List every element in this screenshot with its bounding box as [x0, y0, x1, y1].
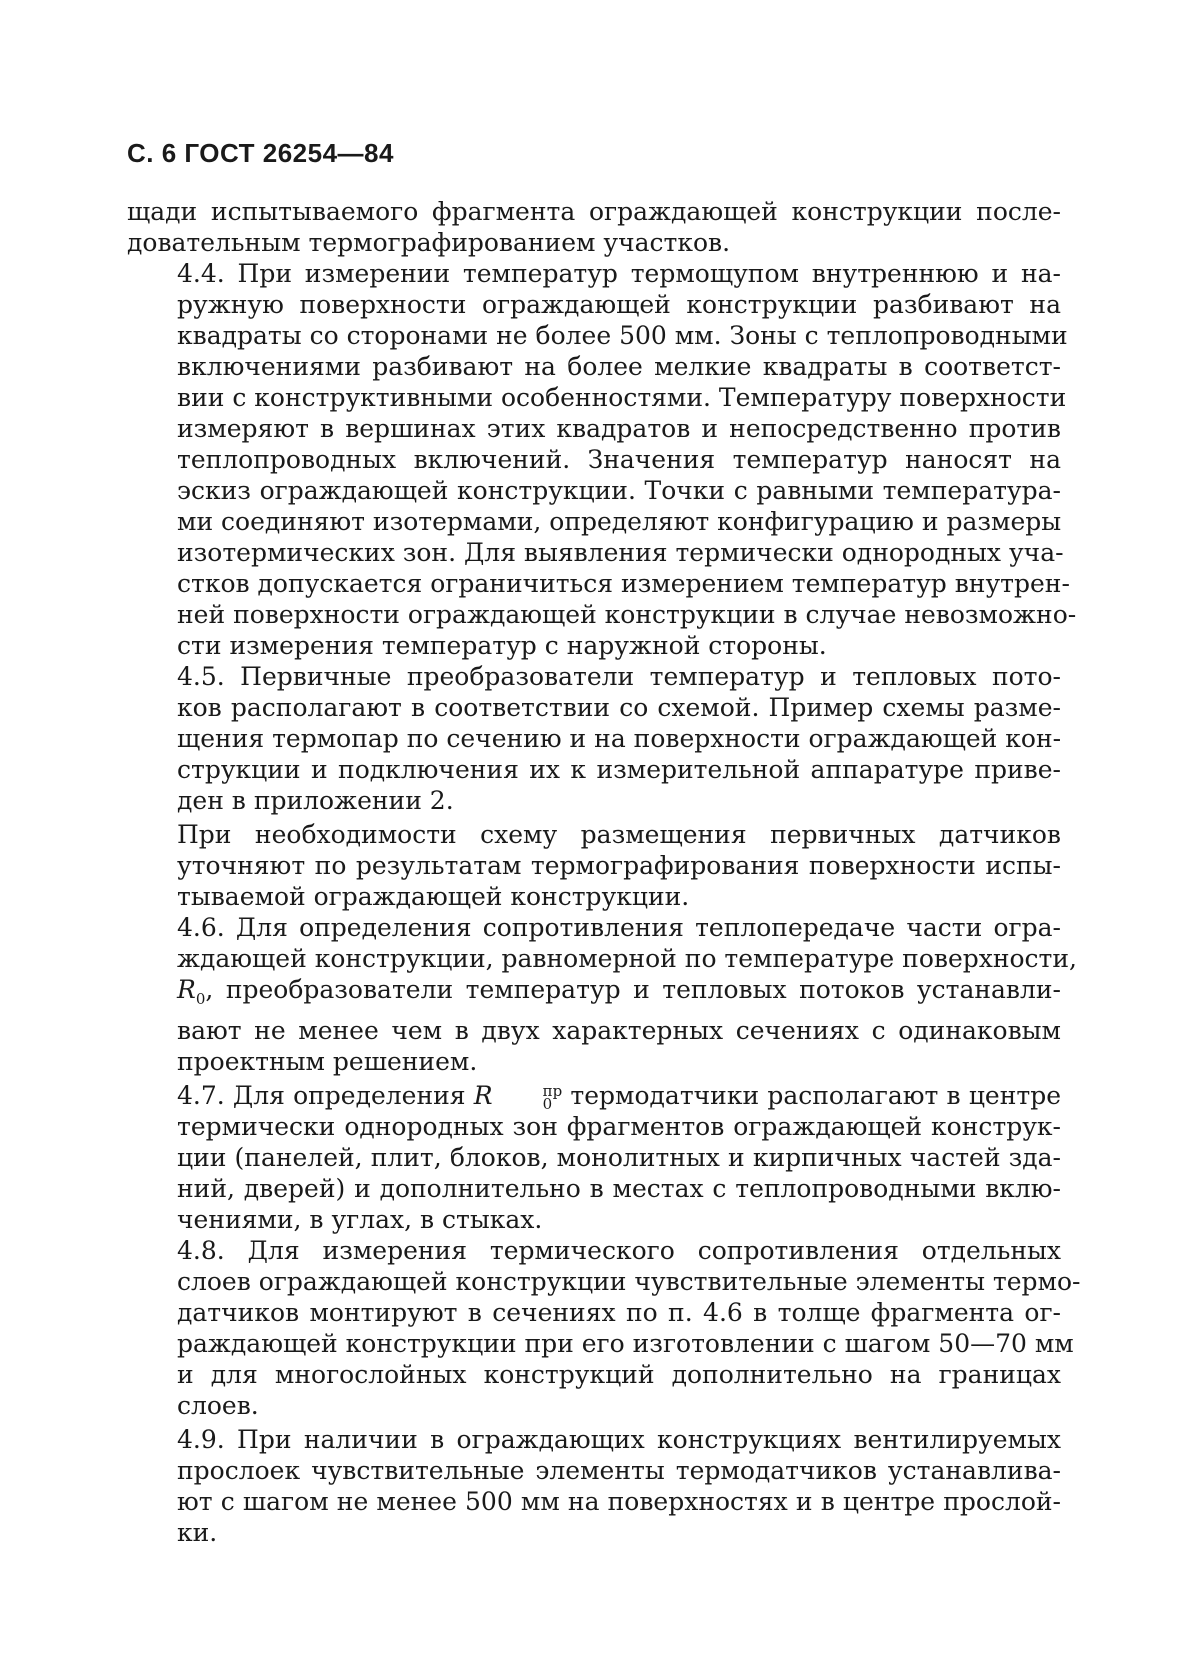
text-line: $R_0$, преобразователи температур и тепловых потоков устанавли- — [177, 975, 1061, 1008]
text-line: ний, дверей) и дополнительно в местах с теплопроводными вклю- — [177, 1174, 1061, 1203]
paragraph-p-4-5 — [127, 661, 1061, 816]
text-line: измеряют в вершинах этих квадратов и непосредственно против — [177, 414, 1061, 443]
text-line: струкции и подключения их к измерительной аппаратуре приве- — [177, 755, 1061, 784]
text-line: ют с шагом не менее 500 мм на поверхностях и в центре прослой- — [177, 1487, 1061, 1516]
text-line: раждающей конструкции при его изготовлении с шагом 50—70 мм — [177, 1329, 1074, 1358]
text-line: 4.8. Для измерения термического сопротивления отдельных — [177, 1236, 1061, 1265]
paragraph-p-continuation — [127, 196, 1061, 258]
text-line: слоев ограждающей конструкции чувствительные элементы термо- — [177, 1267, 1081, 1296]
text-line: теплопроводных включений. Значения температур наносят на — [177, 445, 1061, 474]
paragraph-p-4-7 — [127, 1080, 1061, 1235]
text-line: 4.5. Первичные преобразователи температур и тепловых пото- — [177, 662, 1061, 691]
text-line: сти измерения температур с наружной стороны. — [177, 631, 827, 660]
text-line: прослоек чувствительные элементы термодатчиков устанавлива- — [177, 1456, 1061, 1485]
text-line: ден в приложении 2. — [177, 786, 454, 815]
body-text — [127, 196, 1081, 1548]
paragraph-p-4-5-note — [127, 819, 1061, 912]
text-line: 4.7. Для определения R пр 0 термодатчики располагают в центре — [177, 1081, 1061, 1113]
text-line: вии с конструктивными особенностями. Температуру поверхности — [177, 383, 1067, 412]
text-line: ции (панелей, плит, блоков, монолитных и кирпичных частей зда- — [177, 1143, 1061, 1172]
symbol-r0: $R_0$ — [177, 975, 206, 1008]
text-line: ки. — [177, 1518, 218, 1547]
text-line: датчиков монтируют в сечениях по п. 4.6 в толще фрагмента ог- — [177, 1298, 1061, 1327]
text-line: 4.6. Для определения сопротивления теплопередаче части огра- — [177, 913, 1061, 942]
text-line: довательным термографированием участков. — [127, 228, 731, 257]
text-line: и для многослойных конструкций дополнительно на границах — [177, 1360, 1061, 1389]
text-line: слоев. — [177, 1391, 259, 1420]
text-line: вают не менее чем в двух характерных сечениях с одинаковым — [177, 1016, 1061, 1045]
text-line: 4.4. При измерении температур термощупом внутреннюю и на- — [177, 259, 1061, 288]
text-line: щади испытываемого фрагмента ограждающей конструкции после- — [127, 197, 1061, 226]
text-line: ми соединяют изотермами, определяют конфигурацию и размеры — [177, 507, 1062, 536]
text-line: чениями, в углах, в стыках. — [177, 1205, 543, 1234]
text-line: 4.9. При наличии в ограждающих конструкциях вентилируемых — [177, 1425, 1061, 1454]
text-line: уточняют по результатам термографирования поверхности испы- — [177, 851, 1061, 880]
text-line: ков располагают в соответствии со схемой. Пример схемы разме- — [177, 693, 1061, 722]
text-line: эскиз ограждающей конструкции. Точки с равными температура- — [177, 476, 1061, 505]
paragraph-p-4-6 — [127, 912, 1077, 1077]
text-line: термически однородных зон фрагментов ограждающей конструк- — [177, 1112, 1061, 1141]
text-line: тываемой ограждающей конструкции. — [177, 882, 690, 911]
text-line: При необходимости схему размещения первичных датчиков — [177, 820, 1061, 849]
text-line: ней поверхности ограждающей конструкции в случае невозможно- — [177, 600, 1077, 629]
text-line: изотермических зон. Для выявления термически однородных уча- — [177, 538, 1064, 567]
paragraph-p-4-9 — [127, 1424, 1061, 1548]
paragraph-p-4-4 — [127, 258, 1077, 661]
text-line: включениями разбивают на более мелкие квадраты в соответст- — [177, 352, 1061, 381]
symbol-r0-pr: R пр 0 — [473, 1081, 563, 1113]
paragraph-p-4-8 — [127, 1235, 1081, 1421]
text-line: квадраты со сторонами не более 500 мм. Зоны с теплопроводными — [177, 321, 1068, 350]
text-line: проектным решением. — [177, 1047, 478, 1076]
text-line: стков допускается ограничиться измерением температур внутрен- — [177, 569, 1070, 598]
page-header: С. 6 ГОСТ 26254—84 — [127, 138, 394, 168]
text-line: ружную поверхности ограждающей конструкции разбивают на — [177, 290, 1061, 319]
text-line: ждающей конструкции, равномерной по температуре поверхности, — [177, 944, 1077, 973]
text-line: щения термопар по сечению и на поверхности ограждающей кон- — [177, 724, 1062, 753]
